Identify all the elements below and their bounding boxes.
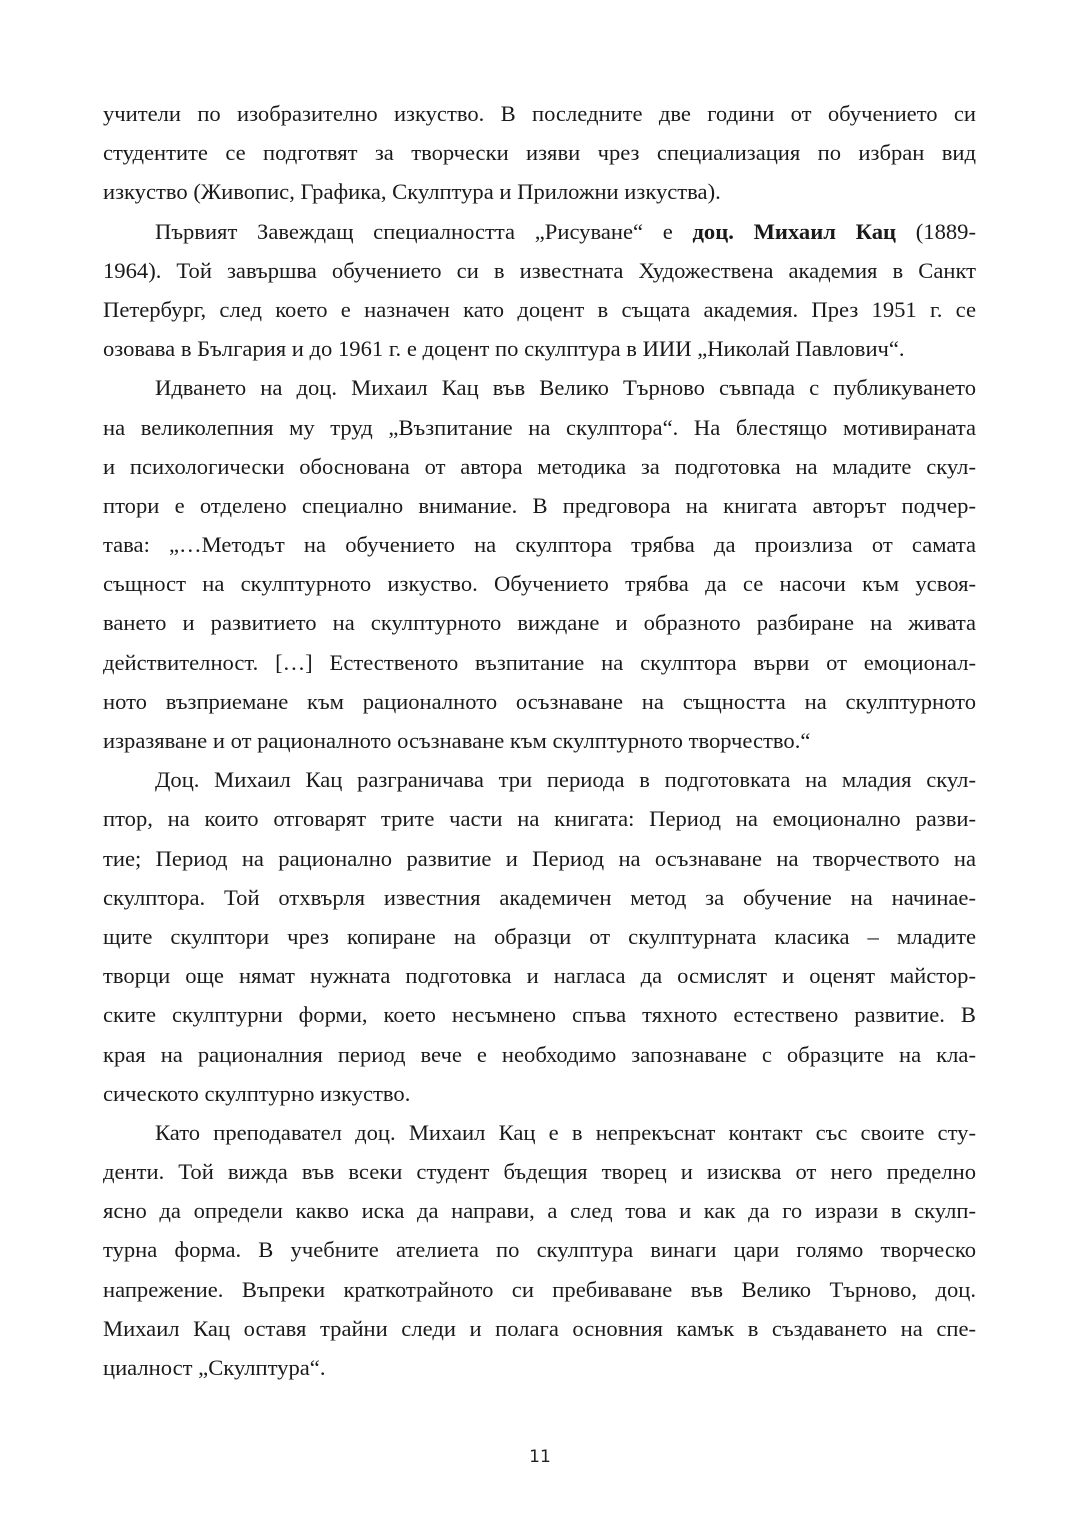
text-line: турна форма. В учебните ателиета по скулптура винаги цари голямо творческо <box>103 1237 976 1263</box>
text-line: ските скулптурни форми, което несъмнено спъва тяхното естествено развитие. В <box>103 1002 976 1028</box>
paragraph-2 <box>103 212 976 369</box>
paragraph-4 <box>103 760 976 1113</box>
text-line: същност на скулптурното изкуство. Обучението трябва да се насочи към усвоя- <box>103 571 976 597</box>
text-line: циалност „Скулптура“. <box>103 1355 326 1380</box>
text-line: сическото скулптурно изкуство. <box>103 1080 411 1106</box>
text-line: птори е отделено специално внимание. В предговора на книгата авторът подчер- <box>103 492 976 518</box>
text-line: ясно да определи какво иска да направи, а след това и как да го изрази в скулп- <box>103 1198 976 1224</box>
text-line: Михаил Кац оставя трайни следи и полага основния камък в създаването на спе- <box>103 1315 976 1341</box>
paragraph-3 <box>103 368 976 760</box>
text-line <box>103 212 976 251</box>
page-number: 11 <box>529 1447 551 1467</box>
text-line: Петербург, след което е назначен като доцент в същата академия. През 1951 г. се <box>103 296 976 322</box>
text-line: края на рационалния период вече е необходимо запознаване с образците на кла- <box>103 1041 976 1067</box>
text-line: на великолепния му труд „Възпитание на скулптора“. На блестящо мотивираната <box>103 414 976 440</box>
text-segment: (1889- <box>915 218 976 244</box>
text-line: действителност. […] Естественото възпитание на скулптора върви от емоционал- <box>103 649 976 675</box>
text-line: изкуство (Живопис, Графика, Скулптура и Приложни изкуства). <box>103 179 721 205</box>
text-line: тава: „…Методът на обучението на скулптора трябва да произлиза от самата <box>103 532 976 558</box>
text-line: тие; Период на рационално развитие и Период на осъзнаване на творчеството на <box>103 845 976 871</box>
text-line: щите скулптори чрез копиране на образци от скулптурната класика – младите <box>103 923 976 949</box>
text-line: скулптора. Той отхвърля известния академичен метод за обучение на начинае- <box>103 884 976 910</box>
text-line: Като преподавател доц. Михаил Кац е в непрекъснат контакт със своите сту- <box>155 1119 976 1145</box>
text-segment: Първият Завеждащ специалността „Рисуване“ е <box>155 218 673 244</box>
page-body <box>103 94 976 1387</box>
text-line: озовава в България и до 1961 г. е доцент по скулптура в ИИИ „Николай Павлович“. <box>103 336 905 362</box>
text-line: творци още нямат нужната подготовка и нагласа да осмислят и оценят майстор- <box>103 963 976 989</box>
text-line: ването и развитието на скулптурното виждане и образното разбиране на живата <box>103 610 976 636</box>
text-line: 1964). Той завършва обучението си в известната Художествена академия в Санкт <box>103 257 976 283</box>
text-line: птор, на които отговарят трите части на книгата: Период на емоционално разви- <box>103 806 976 832</box>
paragraph-1 <box>103 94 976 212</box>
text-line: напрежение. Въпреки краткотрайното си пребиваване във Велико Търново, доц. <box>103 1276 976 1302</box>
text-line: учители по изобразително изкуство. В последните две години от обучението си <box>103 101 976 126</box>
text-line: ното възприемане към рационалното осъзнаване на същността на скулптурното <box>103 688 976 714</box>
text-line: и психологически обоснована от автора методика за подготовка на младите скул- <box>103 453 976 479</box>
text-line: Идването на доц. Михаил Кац във Велико Търново съвпада с публикуването <box>155 375 976 401</box>
text-line: Доц. Михаил Кац разграничава три периода в подготовката на младия скул- <box>155 767 976 793</box>
text-line: студентите се подготвят за творчески изяви чрез специализация по избран вид <box>103 140 976 166</box>
paragraph-5 <box>103 1113 976 1387</box>
text-line: денти. Той вижда във всеки студент бъдещия творец и изисква от него пределно <box>103 1159 976 1185</box>
author-name-bold: доц. Михаил Кац <box>692 218 897 244</box>
text-line: изразяване и от рационалното осъзнаване към скулптурното творчество.“ <box>103 728 811 753</box>
